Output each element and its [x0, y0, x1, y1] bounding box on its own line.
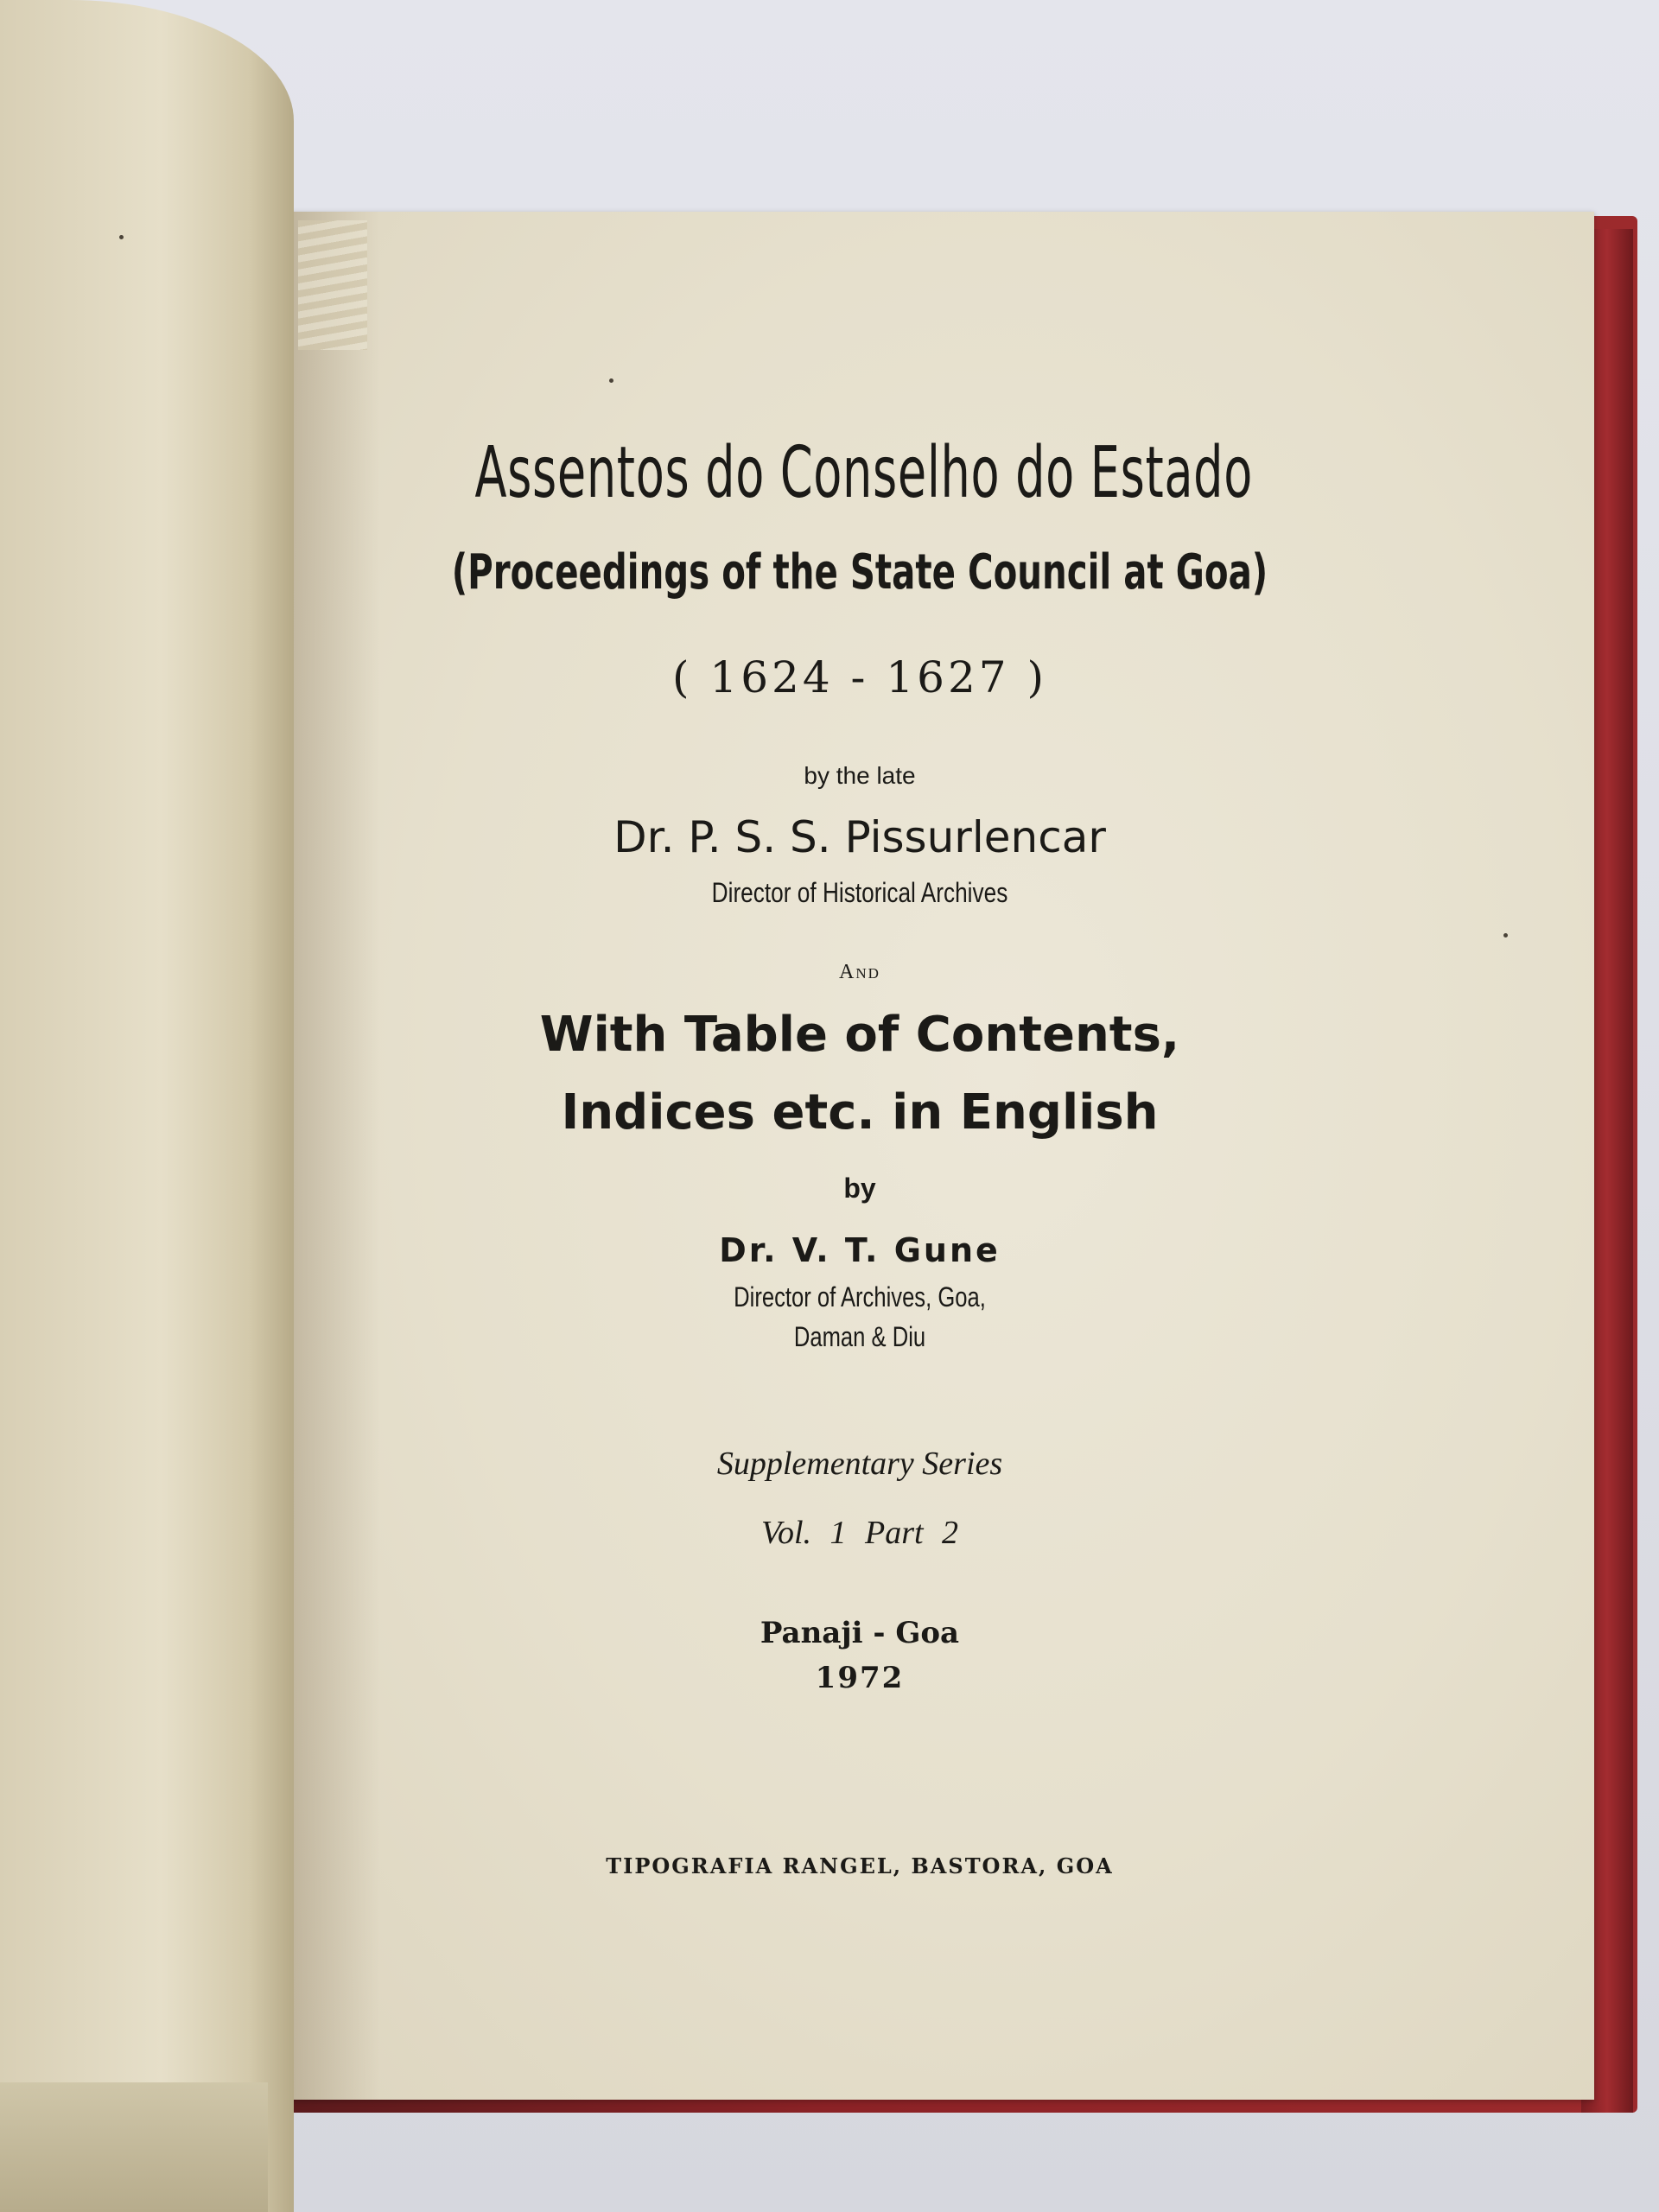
torn-paper-edge — [298, 220, 367, 350]
paper-speck — [609, 378, 613, 383]
paper-speck — [119, 235, 124, 239]
author2-name: Dr. V. T. Gune — [719, 1231, 1001, 1269]
author2-role-line1: Director of Archives, Goa, — [734, 1281, 986, 1313]
left-page — [0, 0, 294, 2212]
printer-label: TIPOGRAFIA RANGEL, BASTORA, GOA — [606, 1853, 1114, 1878]
author1-name: Dr. P. S. S. Pissurlencar — [613, 812, 1106, 862]
book-subtitle: (Proceedings of the State Council at Goa) — [451, 544, 1268, 601]
author1-role: Director of Historical Archives — [711, 877, 1008, 908]
contents-line1: With Table of Contents, — [539, 1007, 1180, 1063]
place-label: Panaji - Goa — [760, 1616, 960, 1650]
author2-role-line2: Daman & Diu — [793, 1321, 926, 1352]
contents-line2: Indices etc. in English — [561, 1084, 1159, 1141]
series-label: Supplementary Series — [716, 1446, 1003, 1482]
year-range: ( 1624 - 1627 ) — [672, 652, 1047, 702]
left-page-edge — [0, 2082, 268, 2212]
and-label: And — [839, 961, 880, 983]
by-label: by — [843, 1173, 876, 1204]
volume-label: Vol. 1 Part 2 — [760, 1515, 959, 1551]
book-title: Assentos do Conselho do Estado — [474, 432, 1253, 514]
year-label: 1972 — [815, 1661, 905, 1695]
paper-speck — [1503, 933, 1508, 938]
by-the-late-label: by the late — [804, 762, 916, 789]
